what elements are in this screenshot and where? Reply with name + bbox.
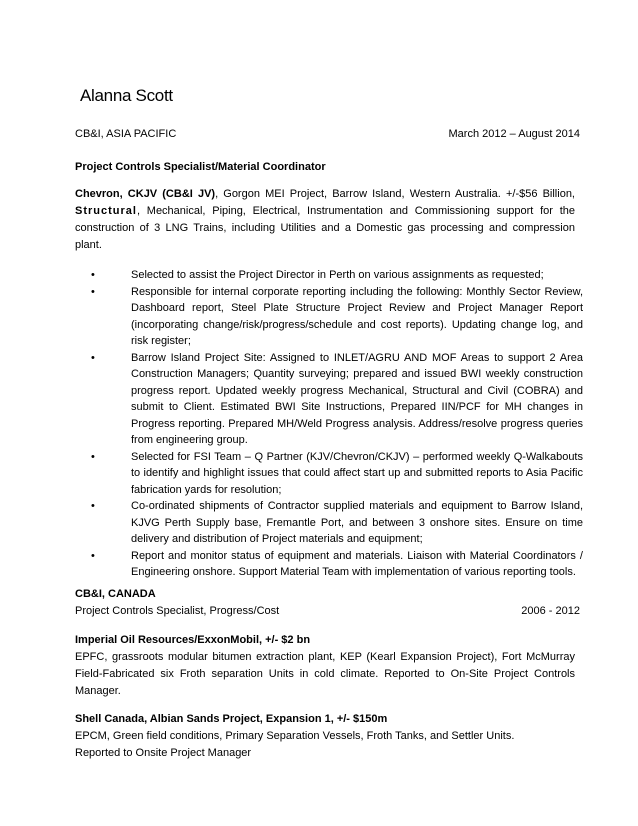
job1-project-text-1: , Gorgon MEI Project, Barrow Island, Western Australia. +/-$56 Billion, xyxy=(215,188,575,200)
responsibility-text: Selected for FSI Team – Q Partner (KJV/Chevron/CKJV) – performed weekly Q-Walkabouts to identify and highlight issues that could affect start up and submitted reports to Asia Pacific fabrication yards for resolution; xyxy=(131,450,583,496)
job2-dates: 2006 - 2012 xyxy=(521,605,580,617)
list-item xyxy=(75,498,583,548)
list-item xyxy=(75,548,583,581)
job2-title: Project Controls Specialist, Progress/Cost xyxy=(75,605,280,617)
job1-project-text-2: , Mechanical, Piping, Electrical, Instrumentation and Commissioning support for the construction of 3 LNG Trains, including Utilities and a Domestic gas processing and compression plant. xyxy=(75,205,575,251)
candidate-name: Alanna Scott xyxy=(80,86,173,105)
responsibility-text: Selected to assist the Project Director in Perth on various assignments as requested; xyxy=(131,269,544,281)
job2-project2-line2: Reported to Onsite Project Manager xyxy=(75,747,252,759)
list-item xyxy=(75,350,583,449)
bullet-icon: • xyxy=(91,351,95,364)
job2-project2-line1: EPCM, Green field conditions, Primary Separation Vessels, Froth Tanks, and Settler Units. xyxy=(75,730,515,742)
job2-project2-heading: Shell Canada, Albian Sands Project, Expansion 1, +/- $150m xyxy=(75,713,388,725)
bullet-icon: • xyxy=(91,269,95,281)
job1-responsibilities-list xyxy=(75,267,583,581)
bullet-icon: • xyxy=(91,450,95,463)
job1-company-region: CB&I, ASIA PACIFIC xyxy=(75,128,177,140)
job2-header-row xyxy=(75,603,580,620)
list-item xyxy=(75,267,583,284)
job1-title: Project Controls Specialist/Material Coordinator xyxy=(75,161,326,173)
bullet-icon: • xyxy=(91,549,95,562)
job2-company: CB&I, CANADA xyxy=(75,588,156,600)
job1-project-description xyxy=(75,186,575,254)
bullet-icon: • xyxy=(91,500,95,512)
responsibility-text: Barrow Island Project Site: Assigned to INLET/AGRU AND MOF Areas to support 2 Area Construction Managers; Quantity surveying; prepared and issued BWI weekly construction progress report. Updated weekly progress Mechanical, Structural and Civil (COBRA) and submit to Client. Estimated BWI Site Instructions, Prepared IIN/PCF for MH changes in Progress reporting. Prepared MH/Weld Progress analysis. Address/resolve progress queries from engineering group. xyxy=(131,351,583,446)
job1-header-row xyxy=(75,126,580,143)
responsibility-text: Responsible for internal corporate reporting including the following: Monthly Sector Review, Dashboard report, Steel Plate Structure Project Review and Project Manager Report (incorporating change/risk/progress/schedule and cost reports). Updating change log, and risk register; xyxy=(131,285,583,347)
responsibility-text: Co-ordinated shipments of Contractor supplied materials and equipment to Barrow Island, KJVG Perth Supply base, Fremantle Port, and between 3 onshore sites. Ensure on time delivery and distribution of Project materials and equipment; xyxy=(131,500,583,545)
list-item xyxy=(75,449,583,499)
bullet-icon: • xyxy=(91,285,95,298)
job2-project1-heading: Imperial Oil Resources/ExxonMobil, +/- $2 bn xyxy=(75,634,311,646)
job1-structural: Structural xyxy=(75,205,137,217)
job1-client: Chevron, CKJV (CB&I JV) xyxy=(75,188,216,200)
list-item xyxy=(75,284,583,350)
job1-dates: March 2012 – August 2014 xyxy=(448,128,580,140)
responsibility-text: Report and monitor status of equipment and materials. Liaison with Material Coordinators / Engineering onshore. Support Material Team with implementation of various reporting tools. xyxy=(131,549,583,578)
job2-project1-text: EPFC, grassroots modular bitumen extraction plant, KEP (Kearl Expansion Project), Fort McMurray Field-Fabricated six Froth separation Units in cold climate. Reported to On-Site Project Controls Manager. xyxy=(75,651,575,697)
